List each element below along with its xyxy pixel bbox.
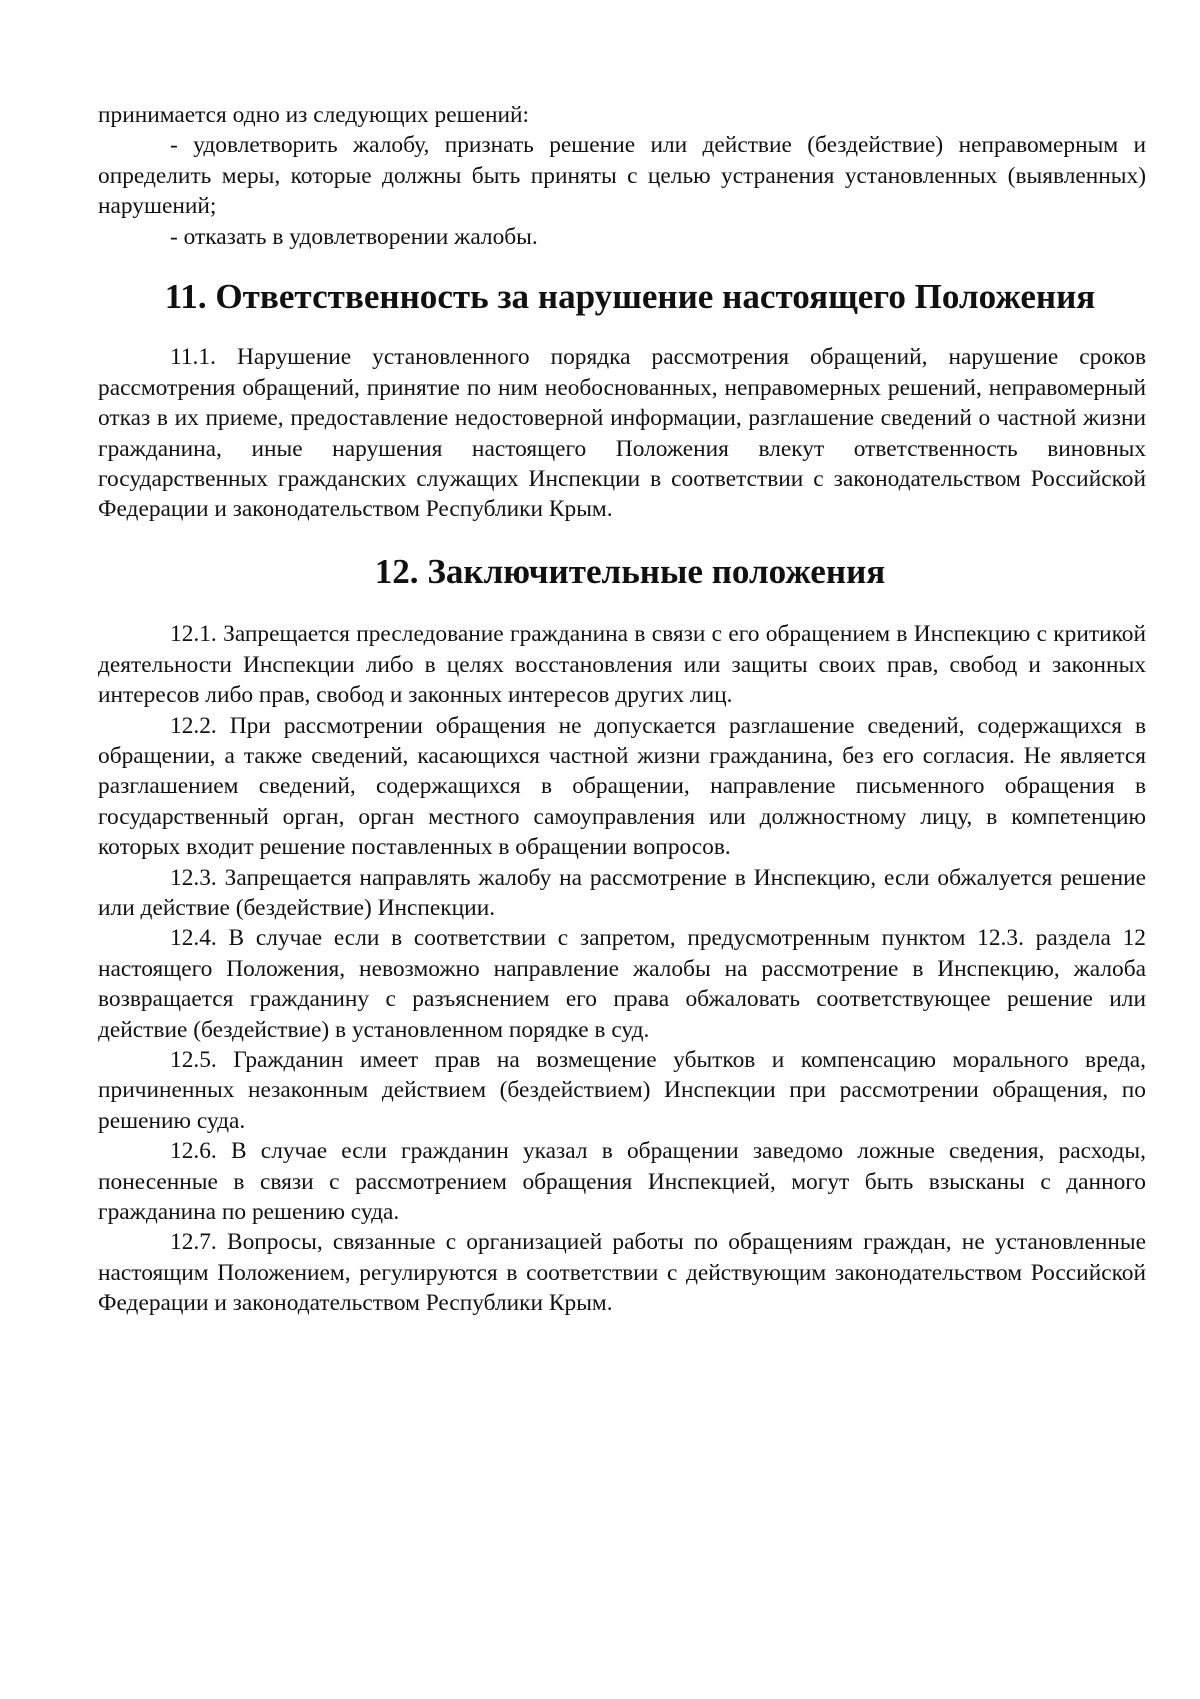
spacer: [98, 312, 1146, 342]
intro-line: принимается одно из следующих решений:: [98, 102, 530, 128]
paragraph-12-6: 12.6. В случае если гражданин указал в обращении заведомо ложные сведения, расходы, понесенные в связи с рассмотрением обращения Инспекцией, могут быть взысканы с данного гражданина по решению суда.: [98, 1138, 1146, 1225]
paragraph-12-3: 12.3. Запрещается направлять жалобу на рассмотрение в Инспекцию, если обжалуется решение или действие (бездействие) Инспекции.: [98, 864, 1146, 921]
paragraph-12-5: 12.5. Гражданин имеет прав на возмещение убытков и компенсацию морального вреда, причиненных незаконным действием (бездействием) Инспекции при рассмотрении обращения, по решению суда.: [98, 1046, 1146, 1134]
paragraph-12-1: 12.1. Запрещается преследование гражданина в связи с его обращением в Инспекцию с критикой деятельности Инспекции либо в целях восстановления или защиты своих прав, свобод и законных интересов либо прав, свобод и законных интересов других лиц.: [98, 621, 1146, 709]
spacer: [98, 587, 1146, 619]
section-12-title: 12. Заключительные положения: [374, 551, 886, 591]
paragraph-12-4: 12.4. В случае если в соответствии с запретом, предусмотренным пунктом 12.3. раздела 12 настоящего Положения, невозможно направление жалобы на рассмотрение в Инспекцию, жалоба возвращается гражданину с разъяснением его права обжаловать соответствующее решение или действие (бездействие) в установленном порядке в суд.: [98, 925, 1146, 1043]
paragraph-12-2: 12.2. При рассмотрении обращения не допускается разглашение сведений, содержащихся в обращении, а также сведений, касающихся частной жизни гражданина, без его согласия. Не является разглашением сведений, содержащихся в обращении, направление письменного обращения в государственный орган, орган местного самоуправления или должностному лицу, в компетенцию которых входит решение поставленных в обращении вопросов.: [98, 712, 1146, 861]
document-page: [98, 100, 1146, 1319]
paragraph-11-1: 11.1. Нарушение установленного порядка рассмотрения обращений, нарушение сроков рассмотрения обращений, принятие по ним необоснованных, неправомерных решений, неправомерный отказ в их приеме, предоставление недостоверной информации, разглашение сведений о частной жизни гражданина, иные нарушения настоящего Положения влекут ответственность виновных государственных гражданских служащих Инспекции в соответствии с законодательством Российской Федерации и законодательством Республики Крым.: [98, 344, 1146, 523]
section-11-title: 11. Ответственность за нарушение настоящего Положения: [164, 277, 1096, 317]
bullet-refuse-complaint: - отказать в удовлетворении жалобы.: [170, 223, 538, 250]
paragraph-12-7: 12.7. Вопросы, связанные с организацией работы по обращениям граждан, не установленные настоящим Положением, регулируются в соответствии с действующим законодательством Российской Федерации и законодательством Республики Крым.: [98, 1229, 1146, 1317]
bullet-satisfy-complaint: - удовлетворить жалобу, признать решение или действие (бездействие) неправомерным и определить меры, которые должны быть приняты с целью устранения установленных (выявленных) нарушений;: [98, 132, 1146, 220]
